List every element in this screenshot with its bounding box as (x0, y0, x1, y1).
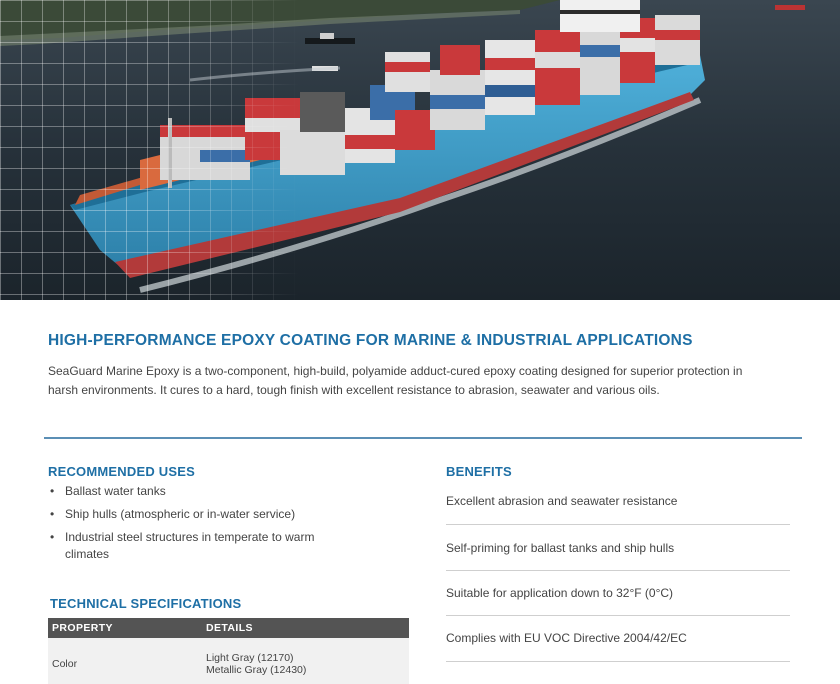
benefits-heading: BENEFITS (446, 464, 512, 479)
use-text: Ballast water tanks (65, 484, 166, 498)
technical-specifications-heading: TECHNICAL SPECIFICATIONS (50, 596, 242, 611)
spec-table (48, 618, 409, 684)
benefit-divider (446, 661, 790, 662)
benefit-item: Self-priming for ballast tanks and ship hulls (446, 541, 675, 555)
cell-details (202, 638, 409, 684)
table-header-row (48, 618, 409, 638)
use-text: Industrial steel structures in temperate to warm climates (65, 530, 315, 561)
list-item (48, 483, 348, 500)
bullet-icon: • (50, 484, 55, 498)
bullet-icon: • (50, 507, 55, 521)
detail-line: Light Gray (12170) (206, 652, 294, 664)
benefit-item: Suitable for application down to 32°F (0°C) (446, 586, 674, 600)
table-row (48, 638, 409, 684)
recommended-uses-heading: RECOMMENDED USES (48, 464, 195, 479)
hero-image (0, 0, 840, 300)
benefit-divider (446, 570, 790, 571)
cell-property: Color (48, 638, 202, 684)
bullet-icon: • (50, 530, 55, 544)
recommended-uses-list (48, 483, 348, 569)
section-divider (44, 437, 802, 439)
page-title: HIGH-PERFORMANCE EPOXY COATING FOR MARINE & INDUSTRIAL APPLICATIONS (48, 332, 693, 349)
benefit-divider (446, 615, 790, 616)
benefit-divider (446, 524, 790, 525)
list-item (48, 529, 348, 563)
benefit-item: Complies with EU VOC Directive 2004/42/EC (446, 631, 687, 645)
use-text: Ship hulls (atmospheric or in-water service) (65, 507, 296, 521)
intro-paragraph: SeaGuard Marine Epoxy is a two-component, high-build, polyamide adduct-cured epoxy coating designed for superior protection in harsh environments. It cures to a hard, tough finish with excellent resistance to abrasion, seawater and various oils. (48, 364, 743, 397)
detail-line: Metallic Gray (12430) (206, 664, 307, 676)
column-header-property: PROPERTY (48, 618, 202, 638)
grid-overlay (0, 0, 300, 300)
benefit-item: Excellent abrasion and seawater resistance (446, 494, 678, 508)
list-item (48, 506, 348, 523)
column-header-details: DETAILS (202, 618, 409, 638)
